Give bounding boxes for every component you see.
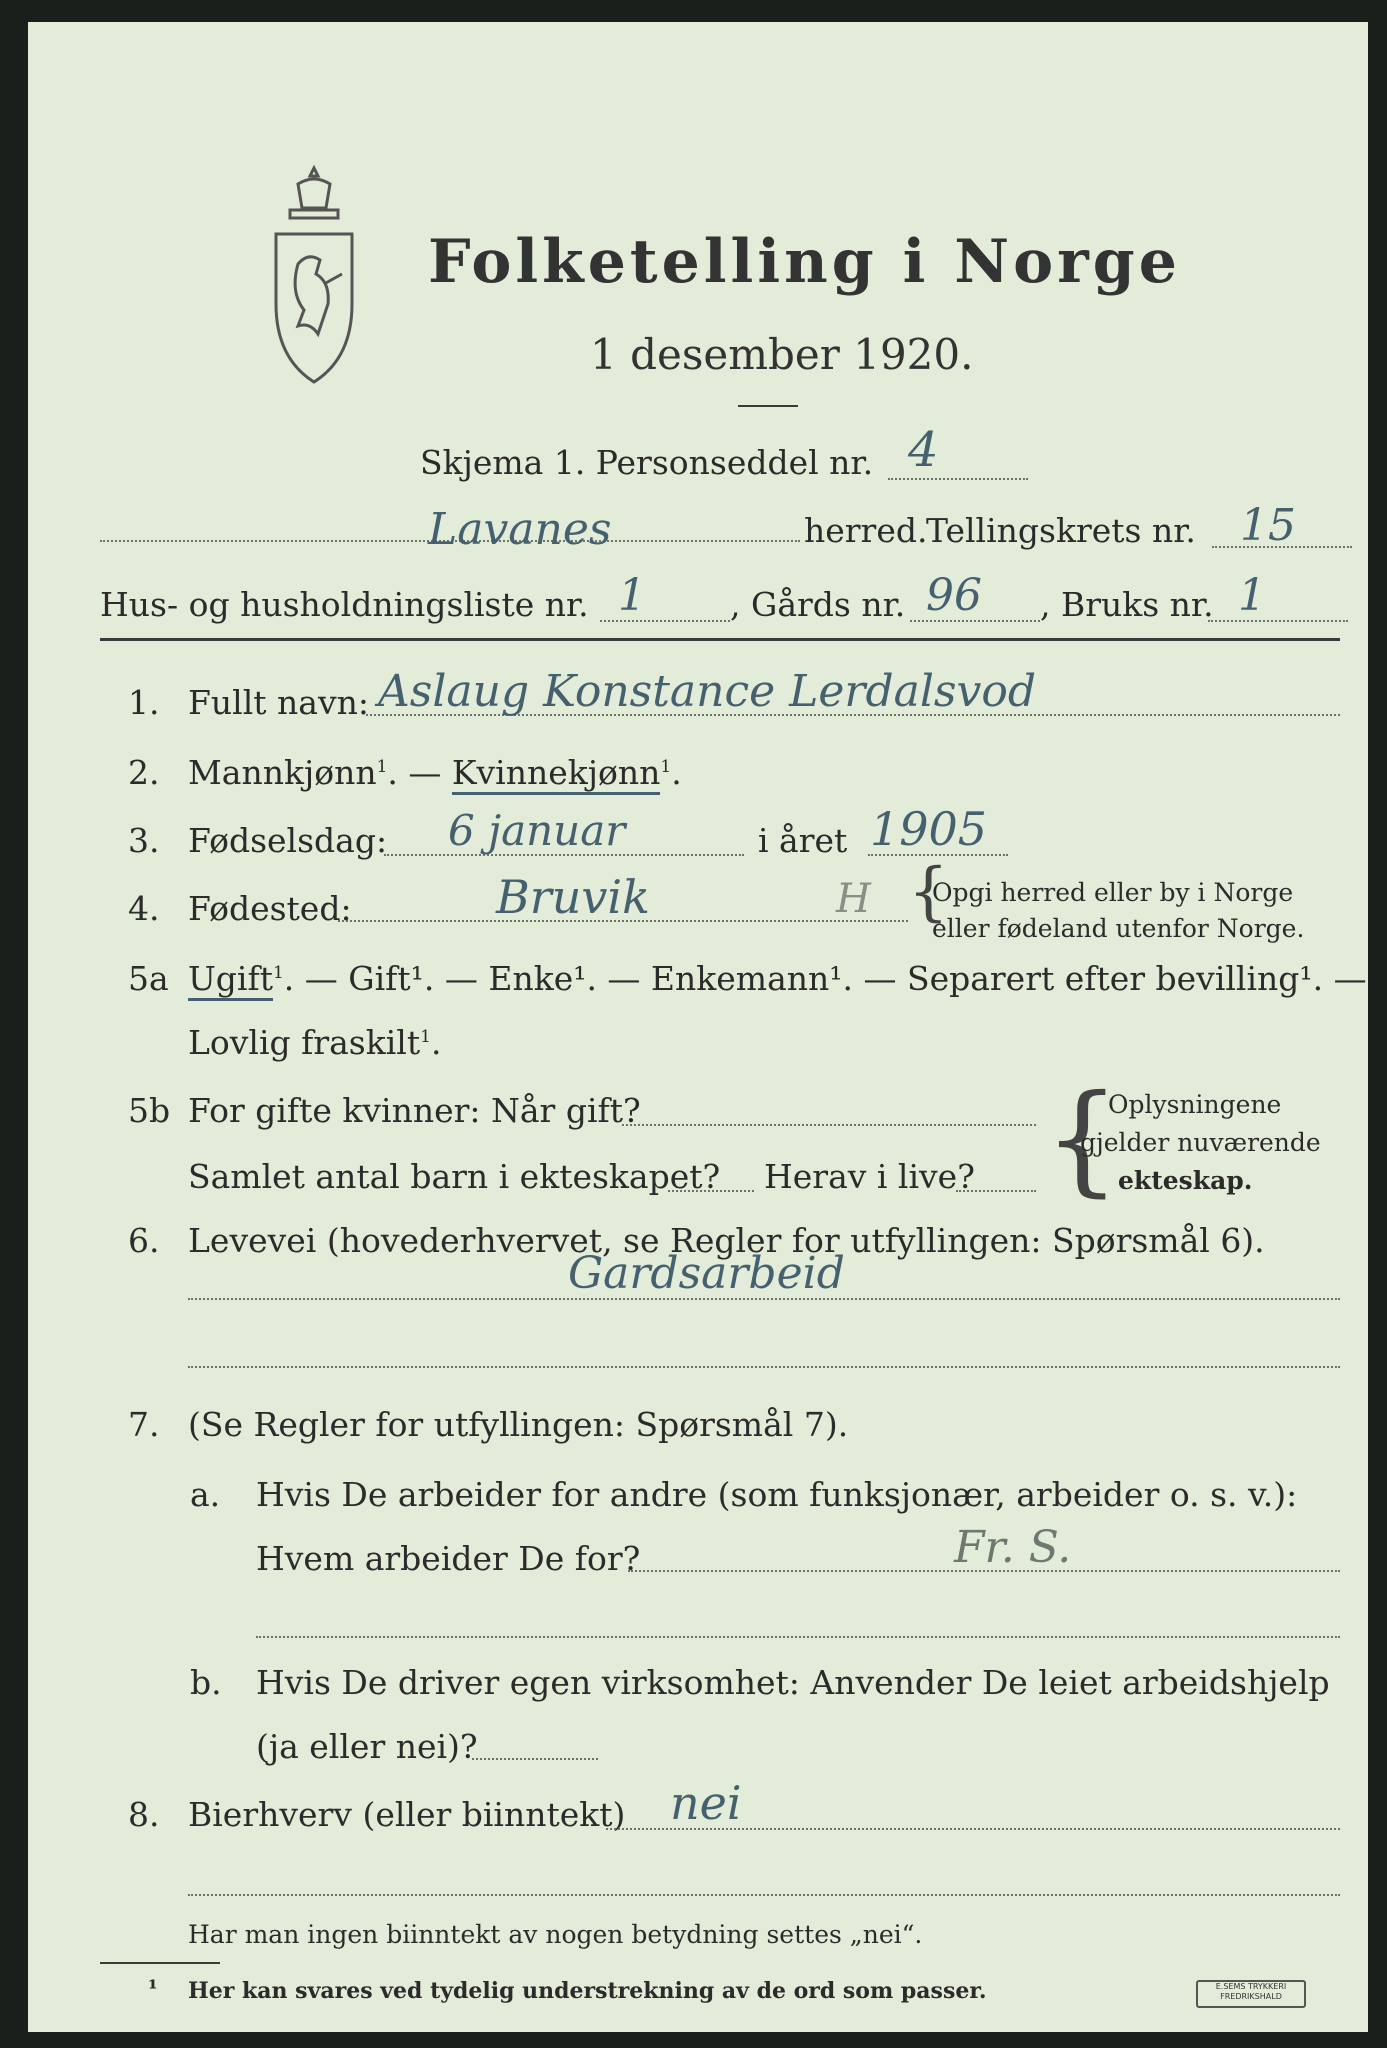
q5b-note3: ekteskap. <box>1118 1166 1253 1195</box>
q4-note-line1: Opgi herred eller by i Norge <box>932 878 1294 907</box>
q5a-ugift-underlined: Ugift <box>188 959 273 1001</box>
q3-birthday-value: 6 januar <box>448 806 626 855</box>
personseddel-nr-value: 4 <box>908 422 939 478</box>
q2-number: 2. <box>128 753 160 792</box>
q5a-other-options: . — Gift¹. — Enke¹. — Enkemann¹. — Separert efter bevilling¹. — <box>283 959 1367 998</box>
q1-number: 1. <box>128 683 160 722</box>
q8-label: Bierhverv (eller biinntekt) <box>188 1795 626 1834</box>
norwegian-coat-of-arms-icon <box>268 164 360 394</box>
gards-nr-value: 96 <box>926 570 982 621</box>
footnote-ref: 1 <box>660 757 672 777</box>
q5a-marital-options <box>188 959 1367 998</box>
footnote-ref: 1 <box>420 1027 431 1047</box>
q7b-letter: b. <box>190 1663 222 1702</box>
q4-label: Fødested: <box>188 889 352 928</box>
form-title: Folketelling i Norge <box>428 227 1181 297</box>
title-divider <box>738 405 798 407</box>
footnote-ref: 1 <box>272 963 284 983</box>
footnote-ref: 1 <box>376 757 388 777</box>
liste-nr-value: 1 <box>618 570 646 621</box>
q1-label: Fullt navn: <box>188 683 369 722</box>
q3-label: Fødselsdag: <box>188 821 388 860</box>
bruks-label: , Bruks nr. <box>1040 585 1214 624</box>
q7b-answer-line <box>472 1758 598 1760</box>
q8-number: 8. <box>128 1795 160 1834</box>
q3-year-label: i året <box>758 821 848 860</box>
q7-label: (Se Regler for utfyllingen: Spørsmål 7). <box>188 1405 849 1444</box>
q7b-line1: Hvis De driver egen virksomhet: Anvender De leiet arbeidshjelp <box>256 1663 1330 1702</box>
bruks-nr-value: 1 <box>1238 570 1266 621</box>
q5a-fraskilt: Lovlig fraskilt <box>188 1023 421 1062</box>
stamp-line1: E.SEMS TRYKKERI <box>1215 1982 1287 1991</box>
q4-number: 4. <box>128 889 160 928</box>
personseddel-line <box>888 478 1028 480</box>
q2-kvinnekjonn-underlined: Kvinnekjønn <box>452 753 661 795</box>
skjema-label: Skjema 1. Personseddel nr. <box>420 443 874 482</box>
q8-secondary-income-value: nei <box>670 1776 742 1830</box>
q6-number: 6. <box>128 1221 160 1260</box>
q5b-note2: gjelder nuværende <box>1080 1128 1321 1157</box>
nei-instruction: Har man ingen biinntekt av nogen betydning settes „nei“. <box>188 1920 923 1949</box>
q6-occupation-value: Gardsarbeid <box>568 1248 845 1299</box>
q2-mannkjonn: Mannkjønn <box>188 753 377 792</box>
footnote-text: Her kan svares ved tydelig understrekning av de ord som passer. <box>188 1978 987 2004</box>
q4-note-line2: eller fødeland utenfor Norge. <box>932 914 1305 943</box>
q5b-label2: Samlet antal barn i ekteskapet? <box>188 1157 721 1196</box>
herred-name-value: Lavanes <box>428 504 612 555</box>
herred-label: herred. <box>804 511 928 550</box>
printer-stamp <box>1196 1980 1306 2008</box>
bruks-nr-line <box>1208 620 1348 622</box>
q5b-line3 <box>956 1190 1036 1192</box>
footnote-mark: ¹ <box>148 1976 158 2002</box>
q5b-brace: { <box>1044 1070 1121 1209</box>
footnote-divider <box>100 1962 220 1964</box>
tellingskrets-nr-value: 15 <box>1240 500 1296 551</box>
q7a-line1: Hvis De arbeider for andre (som funksjonær, arbeider o. s. v.): <box>256 1475 1298 1514</box>
q2-gender-options: Mannkjønn$^1$. — Kvinnekjønn$^1$. <box>188 756 682 789</box>
q5b-line2 <box>668 1190 754 1192</box>
tellingskrets-label: Tellingskrets nr. <box>926 511 1196 550</box>
q8-line2 <box>188 1894 1340 1896</box>
q5b-number: 5b <box>128 1091 171 1130</box>
q7b-line2: (ja eller nei)? <box>256 1727 478 1766</box>
q7a-employer-value: Fr. S. <box>954 1522 1072 1573</box>
gards-label: , Gårds nr. <box>730 585 906 624</box>
q7a-line2: Hvem arbeider De for? <box>256 1539 641 1578</box>
q3-year-value: 1905 <box>870 802 988 856</box>
q5b-note1: Oplysningene <box>1108 1090 1282 1119</box>
q7a-letter: a. <box>190 1475 221 1514</box>
q7-number: 7. <box>128 1405 160 1444</box>
q5a-line2: Lovlig fraskilt$^1$. <box>188 1023 442 1062</box>
q7a-line-extra <box>256 1636 1340 1638</box>
q4-birthplace-value: Bruvik <box>496 870 650 924</box>
q5b-label1: For gifte kvinner: Når gift? <box>188 1091 641 1130</box>
q6-line2 <box>188 1366 1340 1368</box>
husholdningsliste-label: Hus- og husholdningsliste nr. <box>100 585 589 624</box>
q4-brace: { <box>908 855 949 929</box>
header-divider <box>100 638 1340 641</box>
stamp-line2: FREDRIKSHALD <box>1220 1992 1282 2001</box>
q6-label: Levevei (hovederhvervet, se Regler for utfyllingen: Spørsmål 6). <box>188 1221 1265 1260</box>
q1-full-name-value: Aslaug Konstance Lerdalsvod <box>378 666 1037 717</box>
q5b-label3: Herav i live? <box>764 1157 975 1196</box>
census-date: 1 desember 1920. <box>590 330 974 379</box>
q3-number: 3. <box>128 821 160 860</box>
q4-mark: H <box>836 876 871 922</box>
census-form <box>28 22 1368 2032</box>
q5a-number: 5a <box>128 959 169 998</box>
q2-separator: . — <box>387 753 452 792</box>
q5b-line1 <box>622 1124 1036 1126</box>
